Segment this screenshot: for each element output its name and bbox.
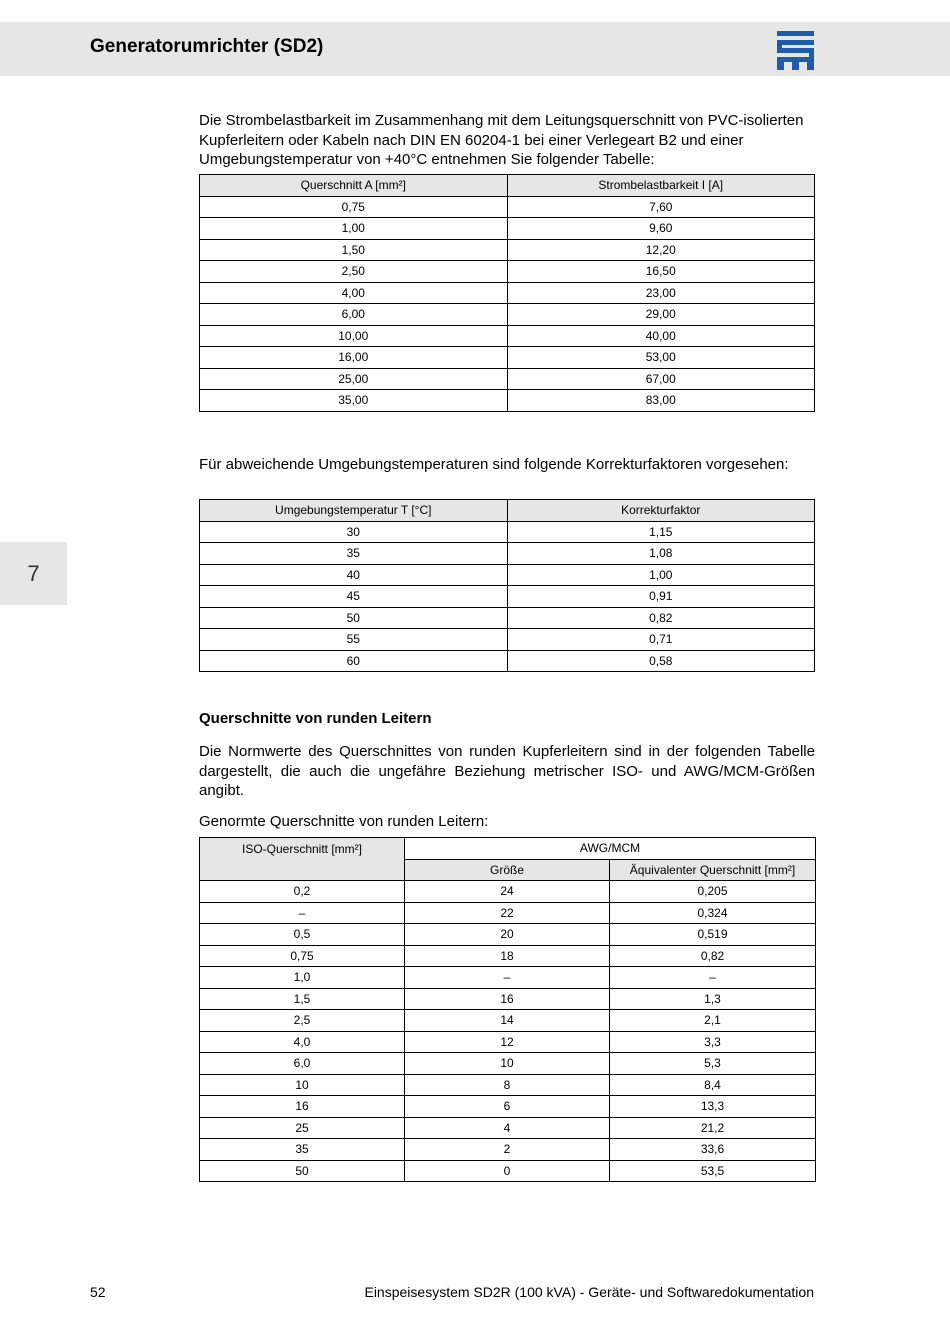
table-cell: 21,2: [610, 1117, 816, 1139]
table-cell: 35,00: [200, 390, 508, 412]
table-row: [200, 1117, 816, 1139]
chapter-tab: 7: [0, 542, 67, 605]
table-cell: 2,5: [200, 1010, 405, 1032]
table-row: [200, 325, 815, 347]
table-cell: 60: [200, 650, 508, 672]
table-cell: 13,3: [610, 1096, 816, 1118]
table-cell: 33,6: [610, 1139, 816, 1161]
table-cell: 0: [405, 1160, 610, 1182]
table-row: [200, 881, 816, 903]
correction-factor-table: [199, 499, 815, 672]
table-cell: 29,00: [507, 304, 815, 326]
table-cell: 0,71: [507, 629, 815, 651]
table-cell: 0,58: [507, 650, 815, 672]
table-row: [200, 1074, 816, 1096]
table-cell: 67,00: [507, 368, 815, 390]
table-row: [200, 650, 815, 672]
table-cell: 23,00: [507, 282, 815, 304]
table-cell: 1,3: [610, 988, 816, 1010]
table-caption: Genormte Querschnitte von runden Leitern:: [199, 813, 489, 830]
conductor-cross-section-table: [199, 837, 816, 1182]
table-cell: 40,00: [507, 325, 815, 347]
table-cell: 35: [200, 1139, 405, 1161]
table-row: [200, 945, 816, 967]
table-cell: 22: [405, 902, 610, 924]
table-cell: 10: [200, 1074, 405, 1096]
table-cell: 0,2: [200, 881, 405, 903]
table-cell: 6,0: [200, 1053, 405, 1075]
table-cell: 0,82: [610, 945, 816, 967]
table-cell: 5,3: [610, 1053, 816, 1075]
table-cell: 16,00: [200, 347, 508, 369]
table-cell: 6: [405, 1096, 610, 1118]
table-header: Querschnitt A [mm²]: [200, 175, 508, 197]
company-logo-icon: [777, 31, 814, 70]
table-cell: 1,08: [507, 543, 815, 565]
table-cell: 50: [200, 1160, 405, 1182]
table-row: [200, 1031, 816, 1053]
table-row: [200, 1010, 816, 1032]
table-cell: 1,50: [200, 239, 508, 261]
table-cell: 14: [405, 1010, 610, 1032]
table-row: [200, 924, 816, 946]
table-header: Umgebungstemperatur T [°C]: [200, 500, 508, 522]
table-row: [200, 1139, 816, 1161]
table-cell: 4,00: [200, 282, 508, 304]
table-cell: –: [200, 902, 405, 924]
table-row: [200, 607, 815, 629]
table-cell: 0,5: [200, 924, 405, 946]
table-row: [200, 521, 815, 543]
table-cell: 83,00: [507, 390, 815, 412]
correction-paragraph: Für abweichende Umgebungstemperaturen sind folgende Korrekturfaktoren vorgesehen:: [199, 456, 789, 473]
table-row: [200, 196, 815, 218]
table-row: [200, 261, 815, 283]
table-cell: 12,20: [507, 239, 815, 261]
section-paragraph: Die Normwerte des Querschnittes von runden Kupferleitern sind in der folgenden Tabelle dargestellt, die auch die ungefähre Beziehung metrischer ISO- und AWG/MCM-Größen angibt.: [199, 743, 815, 799]
table-cell: 0,324: [610, 902, 816, 924]
table-row: [200, 239, 815, 261]
table-cell: 25,00: [200, 368, 508, 390]
current-capacity-table: [199, 174, 815, 412]
table-cell: 4: [405, 1117, 610, 1139]
table-cell: 2,1: [610, 1010, 816, 1032]
table-row: [200, 564, 815, 586]
table-cell: 1,15: [507, 521, 815, 543]
table-header-awg: AWG/MCM: [405, 838, 816, 860]
table-header: Strombelastbarkeit I [A]: [507, 175, 815, 197]
document-title: Einspeisesystem SD2R (100 kVA) - Geräte- und Softwaredokumentation: [364, 1284, 814, 1300]
table-cell: 2: [405, 1139, 610, 1161]
table-cell: 45: [200, 586, 508, 608]
table-cell: 4,0: [200, 1031, 405, 1053]
table-cell: –: [405, 967, 610, 989]
table-cell: 20: [405, 924, 610, 946]
table-row: [200, 304, 815, 326]
section-heading: Querschnitte von runden Leitern: [199, 710, 432, 727]
table-row: [200, 902, 816, 924]
table-row: [200, 282, 815, 304]
table-row: [200, 629, 815, 651]
table-cell: 1,5: [200, 988, 405, 1010]
table-cell: 53,5: [610, 1160, 816, 1182]
intro-paragraph: Die Strombelastbarkeit im Zusammenhang mit dem Leitungsquerschnitt von PVC-isolierten Kupferleitern oder Kabeln nach DIN EN 60204-1 bei einer Verlegeart B2 und einer Umgebungstemperatur von +40°C entnehmen Sie folgender Tabelle:: [199, 112, 804, 168]
table-cell: 55: [200, 629, 508, 651]
table-cell: 7,60: [507, 196, 815, 218]
table-row: [200, 390, 815, 412]
table-row: [200, 988, 816, 1010]
table-row: [200, 1053, 816, 1075]
table-cell: 16,50: [507, 261, 815, 283]
table-cell: 35: [200, 543, 508, 565]
table-row: [200, 586, 815, 608]
table-header-size: Größe: [405, 859, 610, 881]
page-title: Generatorumrichter (SD2): [90, 36, 324, 57]
table-header-equivalent: Äquivalenter Querschnitt [mm²]: [610, 859, 816, 881]
table-cell: 1,00: [200, 218, 508, 240]
table-row: [200, 368, 815, 390]
table-cell: 30: [200, 521, 508, 543]
table-cell: 50: [200, 607, 508, 629]
table-cell: 25: [200, 1117, 405, 1139]
table-row: [200, 1096, 816, 1118]
table-cell: 1,0: [200, 967, 405, 989]
table-cell: 0,519: [610, 924, 816, 946]
table-cell: 0,82: [507, 607, 815, 629]
page-number: 52: [90, 1284, 106, 1300]
table-row: [200, 1160, 816, 1182]
table-cell: 0,91: [507, 586, 815, 608]
table-cell: 0,75: [200, 945, 405, 967]
table-cell: 18: [405, 945, 610, 967]
table-row: [200, 347, 815, 369]
table-row: [200, 967, 816, 989]
table-header: Korrekturfaktor: [507, 500, 815, 522]
table-cell: 1,00: [507, 564, 815, 586]
table-cell: 8,4: [610, 1074, 816, 1096]
table-row: [200, 218, 815, 240]
table-cell: 3,3: [610, 1031, 816, 1053]
table-cell: 16: [405, 988, 610, 1010]
table-cell: 0,205: [610, 881, 816, 903]
table-cell: 12: [405, 1031, 610, 1053]
table-cell: 8: [405, 1074, 610, 1096]
table-cell: 0,75: [200, 196, 508, 218]
table-cell: 24: [405, 881, 610, 903]
table-cell: 9,60: [507, 218, 815, 240]
table-cell: 40: [200, 564, 508, 586]
table-cell: 2,50: [200, 261, 508, 283]
table-cell: 16: [200, 1096, 405, 1118]
table-cell: 6,00: [200, 304, 508, 326]
table-cell: 53,00: [507, 347, 815, 369]
table-cell: –: [610, 967, 816, 989]
table-cell: 10,00: [200, 325, 508, 347]
table-cell: 10: [405, 1053, 610, 1075]
table-header-iso: ISO-Querschnitt [mm²]: [200, 838, 405, 881]
table-row: [200, 543, 815, 565]
